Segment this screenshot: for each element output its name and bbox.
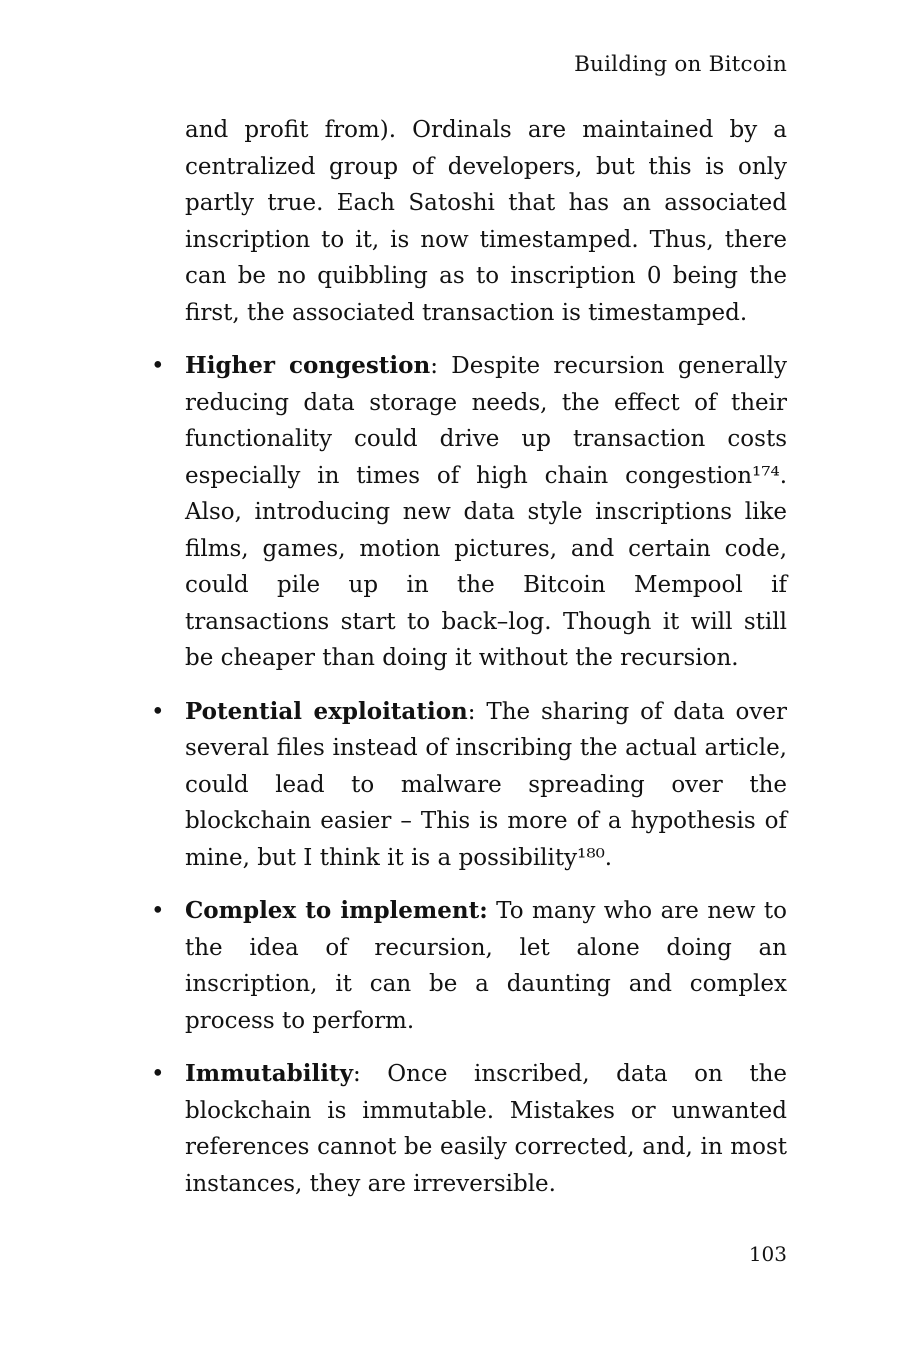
bullet-list xyxy=(151,348,788,1202)
running-head-title: Building on Bitcoin xyxy=(574,52,787,77)
bullet-term: Complex to implement: xyxy=(185,897,488,924)
list-item-higher-congestion xyxy=(151,348,787,677)
bullet-text: : Once inscribed, data on the blockchain is immutable. Mistakes or unwanted references cannot be easily corrected, and, in most instances, they are irreversible. xyxy=(185,1061,787,1197)
page-number: 103 xyxy=(748,1242,787,1266)
bullet-term: Immutability xyxy=(185,1060,353,1087)
bullet-icon: • xyxy=(151,698,165,725)
list-item-potential-exploitation xyxy=(151,694,788,877)
page-body xyxy=(151,112,788,1202)
bullet-icon: • xyxy=(151,1061,165,1087)
list-item-complex-to-implement xyxy=(151,893,787,1039)
list-item-immutability xyxy=(151,1056,787,1202)
bullet-term: Potential exploitation xyxy=(185,697,468,725)
bullet-text: To many who are new to the idea of recursion, let alone doing an inscription, it can be a daunting and complex process to perform. xyxy=(185,898,787,1034)
bullet-icon: • xyxy=(151,898,165,924)
bullet-term: Higher congestion xyxy=(185,352,431,379)
bullet-text: : The sharing of data over several files instead of inscribing the actual article, could lead to malware spreading over the blockchain easier – This is more of a hypothesis of mine, but I think it is a possibility¹⁸⁰. xyxy=(185,698,788,871)
bullet-text: : Despite recursion generally reducing data storage needs, the effect of their functionality could drive up transaction costs especially in times of high chain congestion¹⁷⁴. Also, introducing new data style inscriptions like films, games, motion pictures, and certain code, could pile up in the Bitcoin Mempool if transactions start to back–log. Though it will still be cheaper than doing it without the recursion. xyxy=(185,353,787,671)
intro-paragraph: and profit from). Ordinals are maintained by a centralized group of developers, but this is only partly true. Each Satoshi that has an associated inscription to it, is now timestamped. Thus, there can be no quibbling as to inscription 0 being the first, the associated transaction is timestamped. xyxy=(185,117,787,326)
bullet-icon: • xyxy=(151,353,165,379)
